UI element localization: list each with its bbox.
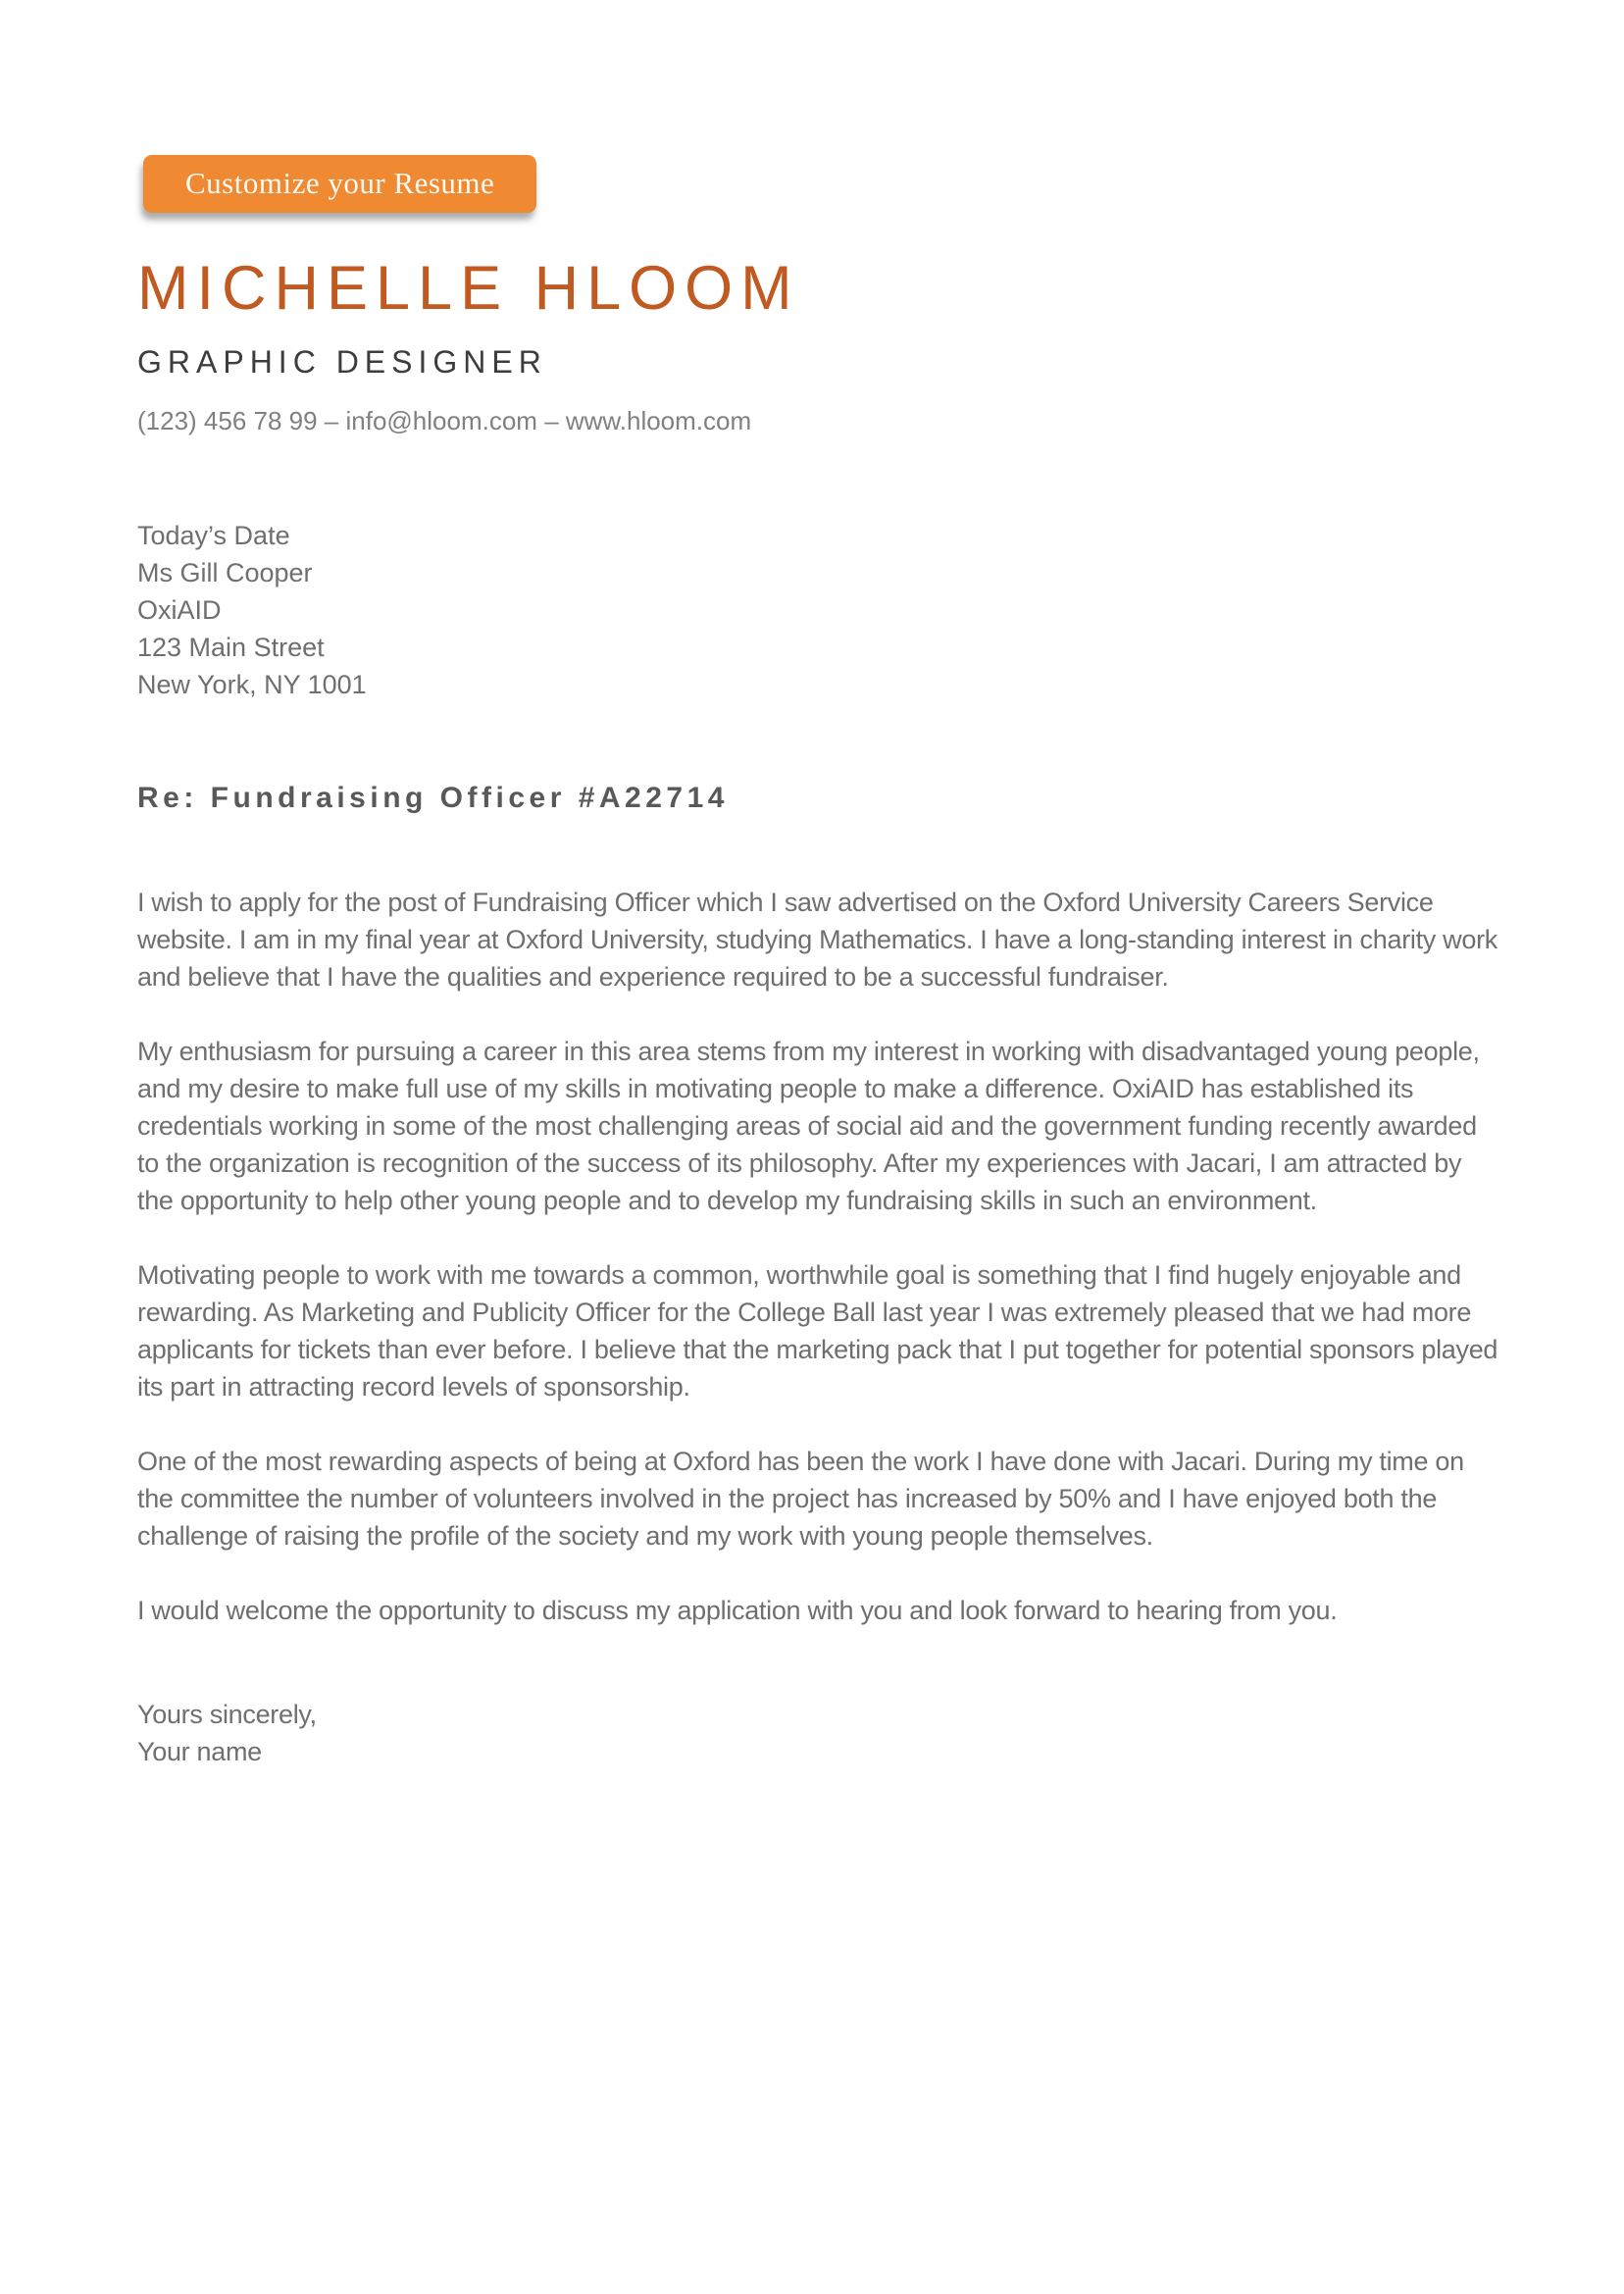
letter-paragraph: My enthusiasm for pursuing a career in this area stems from my interest in working with disadvantaged young people, and my desire to make full use of my skills in motivating people to make a difference. OxiAID has established its credentials working in some of the most challenging areas of social aid and the government funding recently awarded to the organization is recognition of the success of its philosophy. After my experiences with Jacari, I am attracted by the opportunity to help other young people and to develop my fundraising skills in such an environment. bbox=[137, 1036, 1480, 1215]
letter-paragraph: I would welcome the opportunity to discuss my application with you and look forward to hearing from you. bbox=[137, 1595, 1338, 1625]
subject-line: Re: Fundraising Officer #A22714 bbox=[137, 781, 729, 814]
closing-salutation: Yours sincerely, bbox=[137, 1699, 317, 1729]
closing-signature-name: Your name bbox=[137, 1736, 262, 1766]
letter-paragraph: I wish to apply for the post of Fundraising Officer which I saw advertised on the Oxford University Careers Service website. I am in my final year at Oxford University, studying Mathematics. I have a long-standing interest in charity work and believe that I have the qualities and experience required to be a successful fundraiser. bbox=[137, 887, 1497, 992]
recipient-line-organization: OxiAID bbox=[137, 594, 222, 625]
recipient-line-name: Ms Gill Cooper bbox=[137, 557, 313, 587]
letter-body bbox=[137, 884, 1500, 1629]
recipient-line-street: 123 Main Street bbox=[137, 632, 325, 662]
recipient-line-city: New York, NY 1001 bbox=[137, 669, 367, 699]
letter-paragraph: One of the most rewarding aspects of being at Oxford has been the work I have done with Jacari. During my time on the committee the number of volunteers involved in the project has increased by 50% and I have enjoyed both the challenge of raising the profile of the society and my work with young people themselves. bbox=[137, 1446, 1464, 1551]
applicant-role-heading: GRAPHIC DESIGNER bbox=[137, 344, 547, 381]
recipient-address-block bbox=[137, 517, 1500, 703]
recipient-line-date: Today’s Date bbox=[137, 520, 290, 550]
customize-resume-button[interactable]: Customize your Resume bbox=[143, 155, 536, 213]
closing-block bbox=[137, 1696, 1500, 1770]
letter-paragraph: Motivating people to work with me towards a common, worthwhile goal is something that I find hugely enjoyable and rewarding. As Marketing and Publicity Officer for the College Ball last year I was extremely pleased that we had more applicants for tickets than ever before. I believe that the marketing pack that I put together for potential sponsors played its part in attracting record levels of sponsorship. bbox=[137, 1259, 1498, 1402]
applicant-name-heading: MICHELLE HLOOM bbox=[137, 254, 800, 323]
contact-info-line: (123) 456 78 99 – info@hloom.com – www.hloom.com bbox=[137, 405, 752, 435]
